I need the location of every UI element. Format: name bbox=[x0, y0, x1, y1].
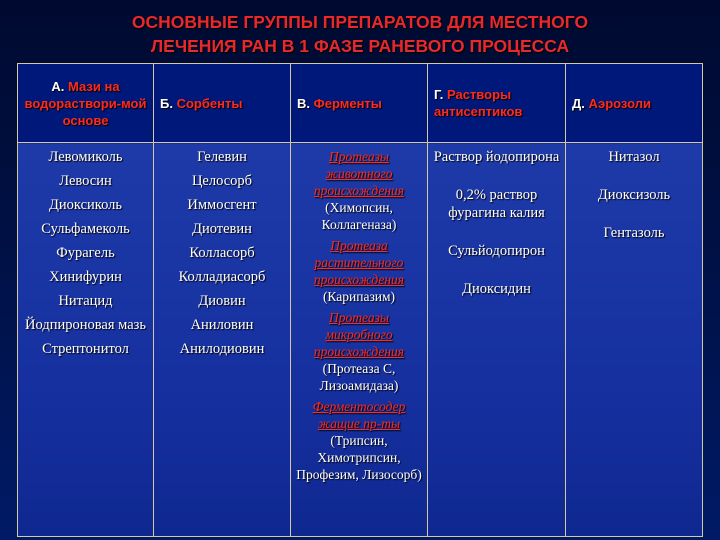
list-item: Аниловин bbox=[190, 317, 254, 333]
list-item: Целосорб bbox=[191, 173, 253, 189]
list-item: Диотевин bbox=[192, 221, 252, 237]
ointments-cell bbox=[18, 143, 154, 537]
column-letter: Д. bbox=[572, 95, 585, 111]
table-body-row bbox=[18, 143, 703, 537]
drug-groups-table bbox=[17, 63, 703, 537]
slide-title bbox=[0, 10, 720, 58]
list-item: Сульйодопирон bbox=[448, 243, 545, 259]
list-item: Гентазоль bbox=[603, 225, 665, 241]
list-item: Колласорб bbox=[189, 245, 255, 261]
list-item: Йодпироновая мазь bbox=[25, 317, 146, 333]
enzyme-type: Протеаза растительного происхождения bbox=[313, 238, 405, 287]
enzyme-type: Протеазы микробного происхождения bbox=[313, 310, 405, 359]
list-item: Нитазол bbox=[608, 149, 660, 165]
column-letter: В. bbox=[297, 95, 310, 111]
sorbents-cell bbox=[154, 143, 291, 537]
list-item: Колладиасорб bbox=[178, 269, 266, 285]
column-header-ointments bbox=[18, 64, 154, 143]
list-item: Диоксидин bbox=[462, 281, 531, 297]
column-header-sorbents bbox=[154, 64, 291, 143]
column-name: Аэрозоли bbox=[588, 95, 651, 111]
list-item: Нитацид bbox=[58, 293, 113, 309]
enzyme-examples: (Протеаза С, Лизоамидаза) bbox=[319, 361, 399, 393]
column-name: Мази на водораствори-мой основе bbox=[24, 78, 147, 128]
slide-title-line-2: ЛЕЧЕНИЯ РАН В 1 ФАЗЕ РАНЕВОГО ПРОЦЕССА bbox=[150, 36, 570, 56]
column-name: Сорбенты bbox=[176, 95, 243, 111]
column-name: Ферменты bbox=[313, 95, 382, 111]
enzyme-examples: (Химопсин, Коллагеназа) bbox=[321, 200, 397, 232]
enzyme-examples: (Карипазим) bbox=[322, 289, 396, 304]
list-item: Иммосгент bbox=[187, 197, 257, 213]
antiseptics-cell bbox=[428, 143, 566, 537]
list-item: Левосин bbox=[59, 173, 112, 189]
list-item: Стрептонитол bbox=[42, 341, 129, 357]
aerosols-cell bbox=[566, 143, 703, 537]
list-item: 0,2% раствор фурагина калия bbox=[448, 187, 545, 221]
list-item: Фурагель bbox=[56, 245, 115, 261]
list-item: Диоксиколь bbox=[49, 197, 122, 213]
column-header-aerosols bbox=[566, 64, 703, 143]
column-letter: А. bbox=[51, 78, 65, 94]
enzymes-cell bbox=[291, 143, 428, 537]
enzyme-type: Протеазы животного происхождения bbox=[313, 149, 405, 198]
list-item: Хинифурин bbox=[49, 269, 122, 285]
column-name: Растворы антисептиков bbox=[434, 87, 523, 119]
list-item: Сульфамеколь bbox=[41, 221, 130, 237]
list-item: Раствор йодопирона bbox=[433, 149, 560, 165]
list-item: Левомиколь bbox=[48, 149, 123, 165]
list-item: Гелевин bbox=[197, 149, 247, 165]
column-header-antiseptics bbox=[428, 64, 566, 143]
column-letter: Г. bbox=[434, 87, 444, 102]
slide-title-line-1: ОСНОВНЫЕ ГРУППЫ ПРЕПАРАТОВ ДЛЯ МЕСТНОГО bbox=[131, 12, 589, 32]
list-item: Диоксизоль bbox=[597, 187, 671, 203]
table-header-row bbox=[18, 64, 703, 143]
list-item: Анилодиовин bbox=[179, 341, 265, 357]
list-item: Диовин bbox=[198, 293, 246, 309]
enzyme-examples: (Трипсин, Химотрипсин, Профезим, Лизосорб) bbox=[296, 433, 422, 482]
column-header-enzymes bbox=[291, 64, 428, 143]
enzyme-type: Ферментосодер жащие пр-ты bbox=[312, 399, 406, 431]
column-letter: Б. bbox=[160, 95, 173, 111]
